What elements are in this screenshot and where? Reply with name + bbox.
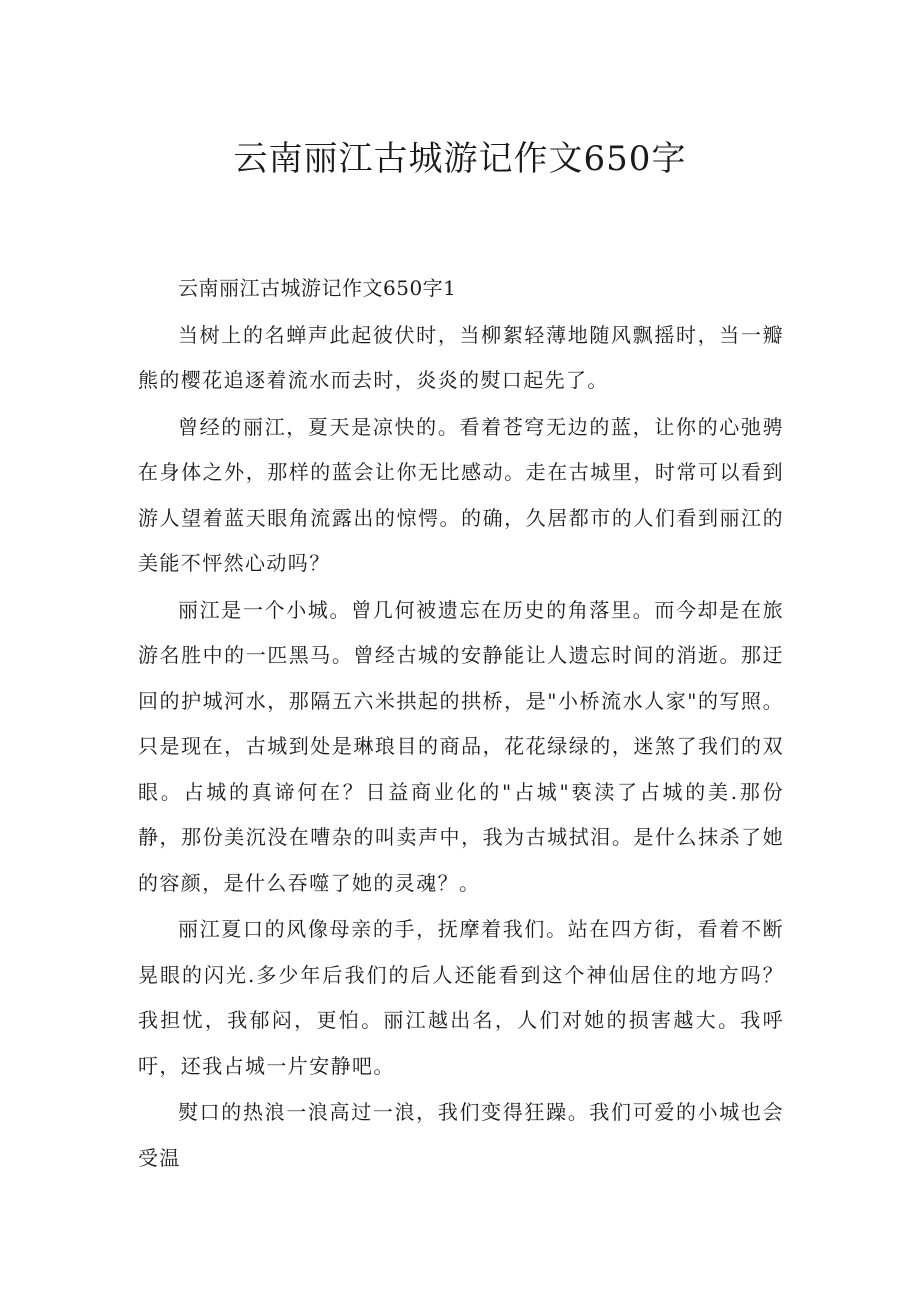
paragraph: 丽江是一个小城。曾几何被遗忘在历史的角落里。而今却是在旅游名胜中的一匹黑马。曾经古城的安静能让人遗忘时间的消逝。那迂回的护城河水，那隔五六米拱起的拱桥，是"小桥流水人家"的写照。只是现在，古城到处是琳琅目的商品，花花绿绿的，迷煞了我们的双眼。占城的真谛何在？日益商业化的"占城"亵渎了占城的美.那份静，那份美沉没在嘈杂的叫卖声中，我为古城拭泪。是什么抹杀了她的容颜，是什么吞噬了她的灵魂？。: [138, 597, 784, 895]
document-body: [138, 266, 784, 1182]
paragraph: 丽江夏口的风像母亲的手，抚摩着我们。站在四方街，看着不断晃眼的闪光.多少年后我们的后人还能看到这个神仙居住的地方吗？我担忧，我郁闷，更怕。丽江越出名，人们对她的损害越大。我呼吁，还我占城一片安静吧。: [138, 917, 784, 1078]
paragraph: 当树上的名蝉声此起彼伏时，当柳絮轻薄地随风飘摇时，当一瓣熊的樱花追逐着流水而去时，炎炎的熨口起先了。: [138, 322, 784, 392]
paragraph: 熨口的热浪一浪高过一浪，我们变得狂躁。我们可爱的小城也会受温: [138, 1100, 784, 1170]
document-title: 云南丽江古城游记作文650字: [233, 139, 687, 179]
section-heading: 云南丽江古城游记作文650字1: [178, 276, 457, 300]
paragraph: 曾经的丽江，夏天是凉快的。看着苍穹无边的蓝，让你的心弛骋在身体之外，那样的蓝会让你无比感动。走在古城里，时常可以看到游人望着蓝天眼角流露出的惊愕。的确，久居都市的人们看到丽江的美能不怦然心动吗？: [138, 414, 784, 575]
